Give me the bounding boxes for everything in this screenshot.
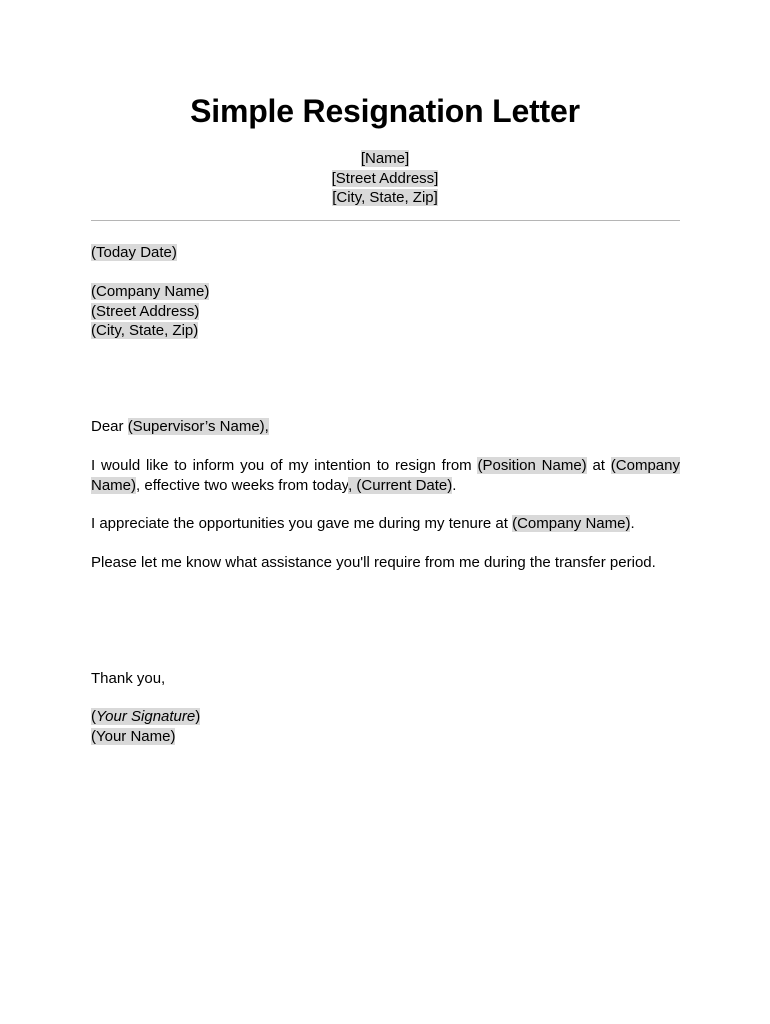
paragraph-resign-text-1: I would like to inform you of my intention to resign from [91,457,478,474]
sender-name[interactable]: [Name] [360,150,410,167]
current-date-field[interactable]: , (Current Date) [348,476,453,494]
paragraph-appreciate-text-1: I appreciate the opportunities you gave me during my tenure at [91,515,513,532]
supervisor-name-field[interactable]: (Supervisor’s Name), [127,418,269,435]
company-name-field[interactable]: (Company Name) [91,457,680,494]
recipient-city[interactable]: (City, State, Zip) [91,322,199,339]
paragraph-appreciate [91,514,680,534]
paragraph-resign-text-4: . [452,476,457,494]
company-name-field-2[interactable]: (Company Name) [512,515,631,532]
closing: Thank you, [91,670,166,687]
recipient-street[interactable]: (Street Address) [91,302,200,320]
paragraph-assistance: Please let me know what assistance you'll require from me during the transfer period. [91,554,656,571]
header-divider [91,220,680,221]
paragraph-resign-text-3: , effective two weeks from today [136,476,349,494]
date-block [91,243,680,263]
page-title: Simple Resignation Letter [190,93,580,129]
salutation [91,417,680,437]
paragraph-appreciate-text-2: . [630,515,635,532]
signature-block [91,707,680,746]
paragraph-resign-text-2: at [586,457,611,474]
position-name-field[interactable]: (Position Name) [477,457,587,474]
recipient-company[interactable]: (Company Name) [91,283,210,300]
signature-open-paren: ( [91,708,96,725]
today-date-field[interactable]: (Today Date) [91,244,177,261]
signature-label: Your Signature [96,708,196,725]
signature-field[interactable] [91,708,200,725]
sender-street[interactable]: [Street Address] [331,169,439,187]
salutation-prefix: Dear [91,418,128,435]
sender-address [0,149,770,208]
your-name-field[interactable]: (Your Name) [91,727,176,745]
recipient-address [91,282,680,341]
signature-close-paren: ) [195,708,201,725]
paragraph-resign [91,456,680,495]
sender-city[interactable]: [City, State, Zip] [332,189,438,206]
